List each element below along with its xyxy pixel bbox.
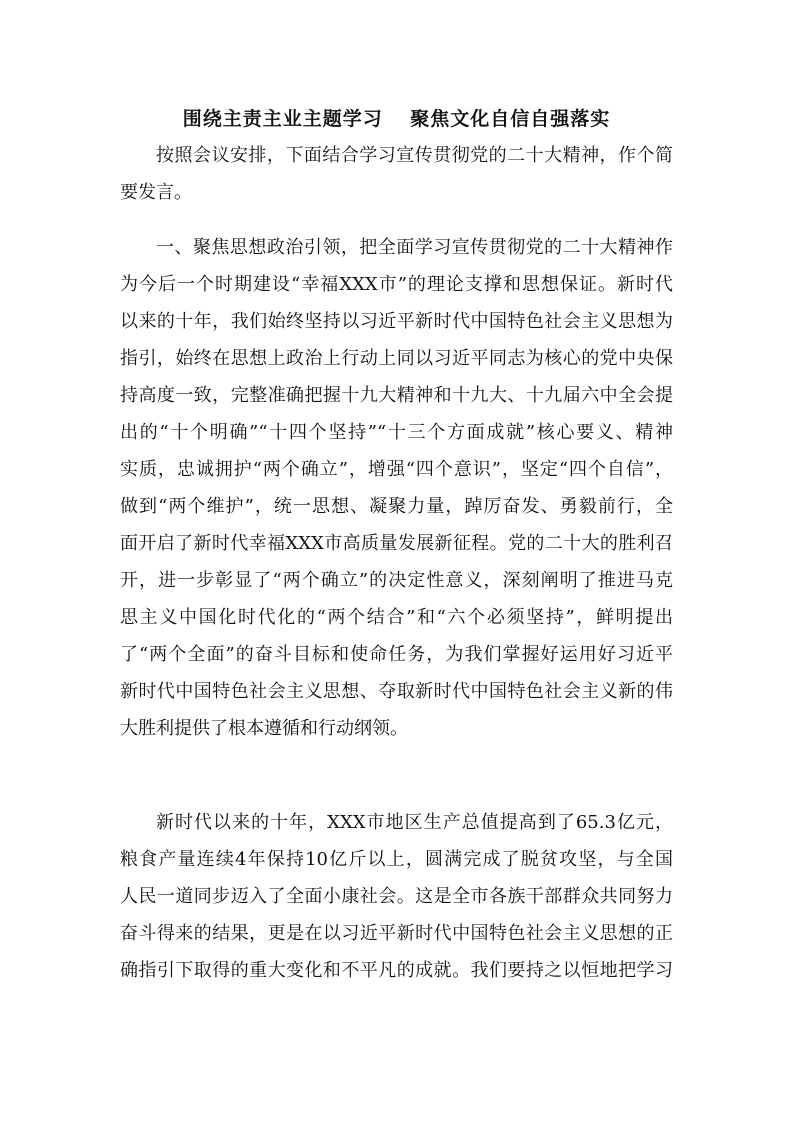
text-line: 一、聚焦思想政治引领，把全面学习宣传贯彻党的二十大精神作 [156, 237, 673, 258]
page-title: 围绕主责主业主题学习 聚焦文化自信自强落实 [182, 108, 611, 130]
text-line: 要发言。 [120, 182, 192, 203]
text-line: 按照会议安排，下面结合学习宣传贯彻党的二十大精神，作个简 [156, 145, 673, 166]
text-line: 奋斗得来的结果，更是在以习近平新时代中国特色社会主义思想的正 [120, 923, 673, 944]
text-line: 指引，始终在思想上政治上行动上同以习近平同志为核心的党中央保 [120, 348, 673, 369]
text-line: 确指引下取得的重大变化和不平凡的成就。我们要持之以恒地把学习 [120, 960, 673, 981]
text-line: 大胜利提供了根本遵循和行动纲领。 [120, 718, 408, 739]
text-line: 开，进一步彰显了“两个确立”的决定性意义，深刻阐明了推进马克 [120, 570, 673, 591]
text-line: 人民一道同步迈入了全面小康社会。这是全市各族干部群众共同努力 [120, 886, 673, 907]
text-line: 实质，忠诚拥护“两个确立”，增强“四个意识”，坚定“四个自信”， [120, 459, 673, 480]
text-line: 面开启了新时代幸福XXX市高质量发展新征程。党的二十大的胜利召 [120, 533, 673, 554]
text-line: 为今后一个时期建设“幸福XXX市”的理论支撑和思想保证。新时代 [120, 274, 673, 295]
paragraph-intro [120, 137, 673, 211]
text-line: 新时代以来的十年，XXX市地区生产总值提高到了65.3亿元， [156, 812, 673, 833]
text-line: 新时代中国特色社会主义思想、夺取新时代中国特色社会主义新的伟 [120, 681, 673, 702]
paragraph-achievements [120, 804, 673, 989]
paragraph-section-one [120, 229, 673, 747]
text-line: 做到“两个维护”，统一思想、凝聚力量，踔厉奋发、勇毅前行，全 [120, 496, 673, 517]
text-line: 以来的十年，我们始终坚持以习近平新时代中国特色社会主义思想为 [120, 311, 673, 332]
text-line: 了“两个全面”的奋斗目标和使命任务，为我们掌握好运用好习近平 [120, 644, 673, 665]
text-line: 思主义中国化时代化的“两个结合”和“六个必须坚持”，鲜明提出 [120, 607, 673, 628]
text-line: 持高度一致，完整准确把握十九大精神和十九大、十九届六中全会提 [120, 385, 673, 406]
text-line: 出的“十个明确”“十四个坚持”“十三个方面成就”核心要义、精神 [120, 422, 673, 443]
text-line: 粮食产量连续4年保持10亿斤以上，圆满完成了脱贫攻坚，与全国 [120, 849, 673, 870]
